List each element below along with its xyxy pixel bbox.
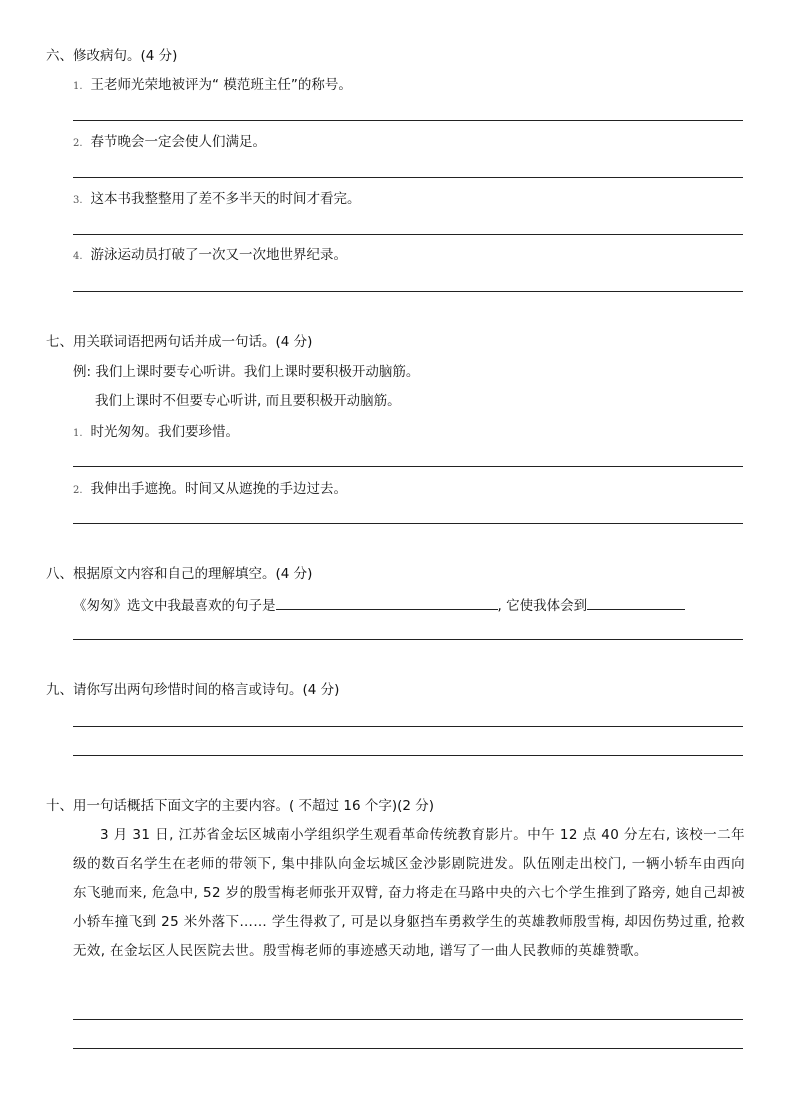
item-text: 王老师光荣地被评为“ 模范班主任”的称号。 — [90, 77, 352, 93]
answer-line[interactable] — [73, 755, 743, 756]
answer-line[interactable] — [73, 291, 743, 292]
section-9-heading: 九、请你写出两句珍惜时间的格言或诗句。(4 分) — [46, 682, 340, 698]
item-text: 时光匆匆。我们要珍惜。 — [90, 424, 240, 440]
item-number: 2. — [73, 485, 83, 496]
answer-line[interactable] — [73, 523, 743, 524]
item-text: 游泳运动员打破了一次又一次地世界纪录。 — [90, 247, 348, 263]
list-item — [73, 133, 266, 153]
example-text: 例: 我们上课时要专心听讲。我们上课时要积极开动脑筋。 — [73, 364, 420, 380]
item-text: 这本书我整整用了差不多半天的时间才看完。 — [90, 191, 361, 207]
example-answer: 我们上课时不但要专心听讲, 而且要积极开动脑筋。 — [95, 393, 401, 409]
section-8-heading: 八、根据原文内容和自己的理解填空。(4 分) — [46, 566, 313, 582]
item-text: 我伸出手遮挽。时间又从遮挽的手边过去。 — [90, 481, 348, 497]
item-text: 春节晚会一定会使人们满足。 — [90, 134, 267, 150]
prompt-part-1: 《匆匆》选文中我最喜欢的句子是 — [73, 598, 276, 614]
list-item — [73, 423, 239, 443]
list-item — [73, 246, 347, 266]
prompt-part-2: , 它使我体会到 — [497, 598, 588, 614]
section-7-heading: 七、用关联词语把两句话并成一句话。(4 分) — [46, 334, 313, 350]
reading-passage: 3 月 31 日, 江苏省金坛区城南小学组织学生观看革命传统教育影片。中午 12 点 40 分左右, 该校一二年级的数百名学生在老师的带领下, 集中排队向金坛城区金沙影剧院进发。队伍刚走出校门, 一辆小轿车由西向东飞驰而来, 危急中, 52 岁的殷雪梅老师张开双臂, 奋力将走在马路中央的六七个学生推到了路旁, 她自己却被小轿车撞飞到 25 米外落下…… 学生得救了, 可是以身躯挡车勇救学生的英雄教师殷雪梅, 却因伤势过重, 抢救无效, 在金坛区人民医院去世。殷雪梅老师的事迹感天动地, 谱写了一曲人民教师的英雄赞歌。 — [73, 827, 745, 959]
item-number: 1. — [73, 428, 83, 439]
item-number: 4. — [73, 251, 83, 262]
answer-line[interactable] — [73, 177, 743, 178]
list-item — [73, 76, 352, 96]
answer-line[interactable] — [73, 120, 743, 121]
answer-line[interactable] — [73, 726, 743, 727]
answer-line[interactable] — [73, 1048, 743, 1049]
list-item — [73, 190, 361, 210]
fill-blank[interactable] — [587, 595, 685, 610]
fill-in-prompt — [73, 595, 685, 615]
section-6-heading: 六、修改病句。(4 分) — [46, 48, 178, 64]
item-number: 1. — [73, 81, 83, 92]
answer-line[interactable] — [73, 466, 743, 467]
answer-line[interactable] — [73, 639, 743, 640]
item-number: 3. — [73, 195, 83, 206]
section-10-heading: 十、用一句话概括下面文字的主要内容。( 不超过 16 个字)(2 分) — [46, 798, 434, 814]
list-item — [73, 480, 347, 500]
fill-blank[interactable] — [276, 595, 498, 610]
item-number: 2. — [73, 138, 83, 149]
answer-line[interactable] — [73, 234, 743, 235]
answer-line[interactable] — [73, 1019, 743, 1020]
